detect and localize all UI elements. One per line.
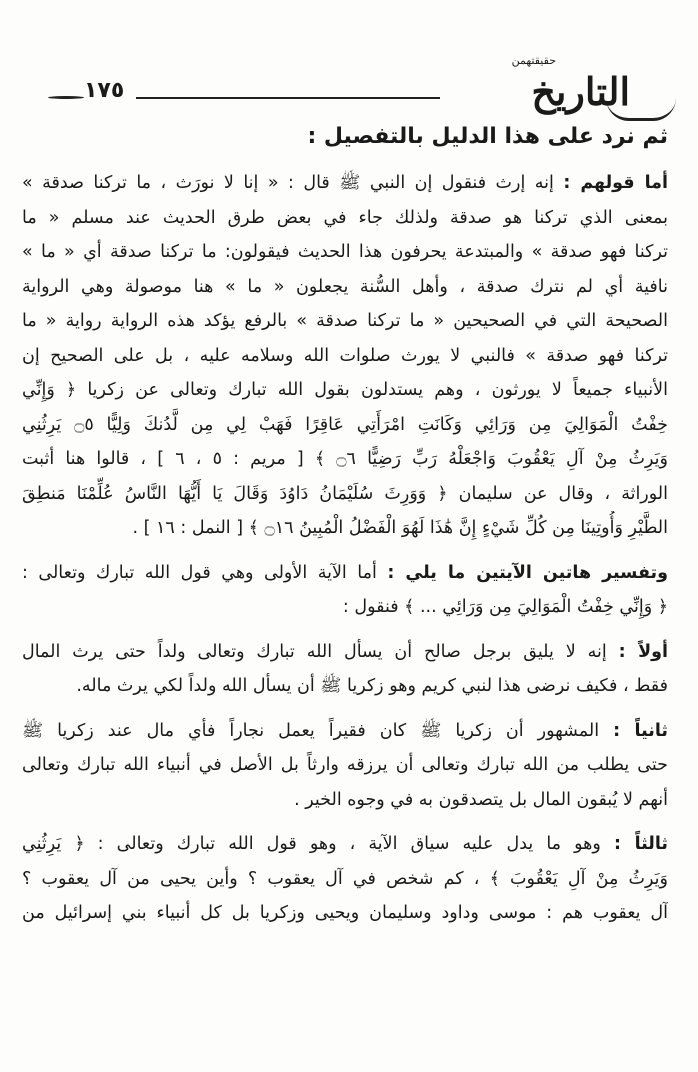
text-line: تركنا فهو صدقة » فالنبي لا يورث صلوات الله وسلامه عليه ، بل على الصحيح إن	[22, 345, 668, 366]
text-line: فقط ، فكيف نرضى هذا لنبي كريم وهو زكريا ﷺ أن يسأل الله ولداً لكي يرث ماله.	[76, 676, 668, 696]
paragraph-5	[22, 827, 668, 931]
book-title: التاريخ	[531, 69, 630, 114]
text-line: تركنا فهو صدقة » والمبتدعة يحرفون هذا الحديث فيقولون: ما تركنا صدقة أي « ما »	[22, 242, 668, 262]
book-title-logo	[452, 54, 676, 118]
text-line: الأنبياء جميعاً لا يورثون ، وهم يستدلون بقول الله تبارك وتعالى عن زكريا ﴿ وَإِنِّي	[22, 380, 668, 400]
paragraph-1	[22, 166, 668, 546]
title-superscript: حقيقتهمن	[511, 54, 556, 67]
text-line: أنهم لا يُبقون المال بل يتصدقون به في وجوه الخير .	[294, 789, 668, 810]
quran-line: الوراثة ، وقال عن سليمان ﴿ وَوَرِثَ سُلَيْمَانُ دَاوُدَ وَقَالَ يَا أَيُّهَا النَّاسُ عُلِّمْنَا مَنطِقَ	[22, 483, 668, 504]
quran-line: خِفْتُ الْمَوَالِيَ مِن وَرَائِي وَكَانَتِ امْرَأَتِي عَاقِرًا فَهَبْ لِي مِن لَّدُنكَ وَلِيًّا ۝٥ يَرِثُنِي	[22, 414, 668, 435]
text-line: بمعنى الذي تركنا هو صدقة ولذلك جاء في بعض طرق الحديث عند مسلم « ما	[22, 207, 668, 228]
text-line: حتى يطلب من الله تبارك وتعالى أن يرزقه وارثاً بل الأصل في أنبياء الله تبارك وتعالى	[22, 755, 668, 775]
running-header	[24, 52, 676, 118]
title-swash-ornament	[606, 98, 676, 121]
paragraph-4	[22, 714, 668, 818]
text-line: ثانياً : المشهور أن زكريا ﷺ كان فقيراً يعمل نجاراً فأي مال عند زكريا ﷺ	[22, 720, 668, 741]
quran-line: وَيَرِثُ مِنْ آلِ يَعْقُوبَ وَاجْعَلْهُ رَبِّ رَضِيًّا ۝٦ ﴾ [ مريم : ٥ ، ٦ ] ، قالوا هنا أثبت	[22, 449, 668, 469]
text-line: الصحيحة التي في الصحيحين « ما تركنا صدقة » بالرفع يؤكد هذه الرواية رواية « ما	[22, 311, 668, 331]
text-line: أولاً : إنه لا يليق برجل صالح أن يسأل الله تبارك وتعالى ولداً حتى يرث المال	[22, 641, 668, 662]
body-text	[22, 166, 668, 931]
section-heading: ثم نرد على هذا الدليل بالتفصيل :	[307, 124, 668, 149]
text-line: نافية أي لم نترك صدقة ، وأهل السُّنة يجعلون « ما » هنا موصولة وهي الرواية	[22, 276, 668, 297]
text-line: وتفسير هاتين الآيتين ما يلي : أما الآية الأولى وهي قول الله تبارك وتعالى :	[22, 562, 668, 583]
text-line: ثالثاً : وهو ما يدل عليه سياق الآية ، وهو قول الله تبارك وتعالى : ﴿ يَرِثُنِي	[22, 834, 668, 854]
header-rule	[136, 97, 440, 99]
page-number: ١٧٥	[84, 78, 125, 103]
text-line: وَيَرِثُ مِنْ آلِ يَعْقُوبَ ﴾ ، كم شخص في آل يعقوب ؟ وأين يحيى من آل يعقوب ؟	[22, 868, 668, 889]
text-line: أما قولهم : إنه إرث فنقول إن النبي ﷺ قال : « إنا لا نورَث ، ما تركنا صدقة »	[22, 173, 668, 193]
paragraph-2	[22, 556, 668, 625]
quran-line: الطَّيْرِ وَأُوتِينَا مِن كُلِّ شَيْءٍ إِنَّ هَٰذَا لَهُوَ الْفَضْلُ الْمُبِينُ ۝١٦ ﴾ [ النمل : ١٦ ] .	[132, 518, 668, 538]
text-line: ﴿ وَإِنِّي خِفْتُ الْمَوَالِيَ مِن وَرَائِي ... ﴾ فنقول :	[342, 597, 668, 617]
paragraph-3	[22, 635, 668, 704]
header-tail-ornament	[48, 96, 84, 99]
text-line: آل يعقوب هم : موسى وداود وسليمان ويحيى وزكريا بل كل أنبياء بني إسرائيل من	[22, 903, 668, 923]
